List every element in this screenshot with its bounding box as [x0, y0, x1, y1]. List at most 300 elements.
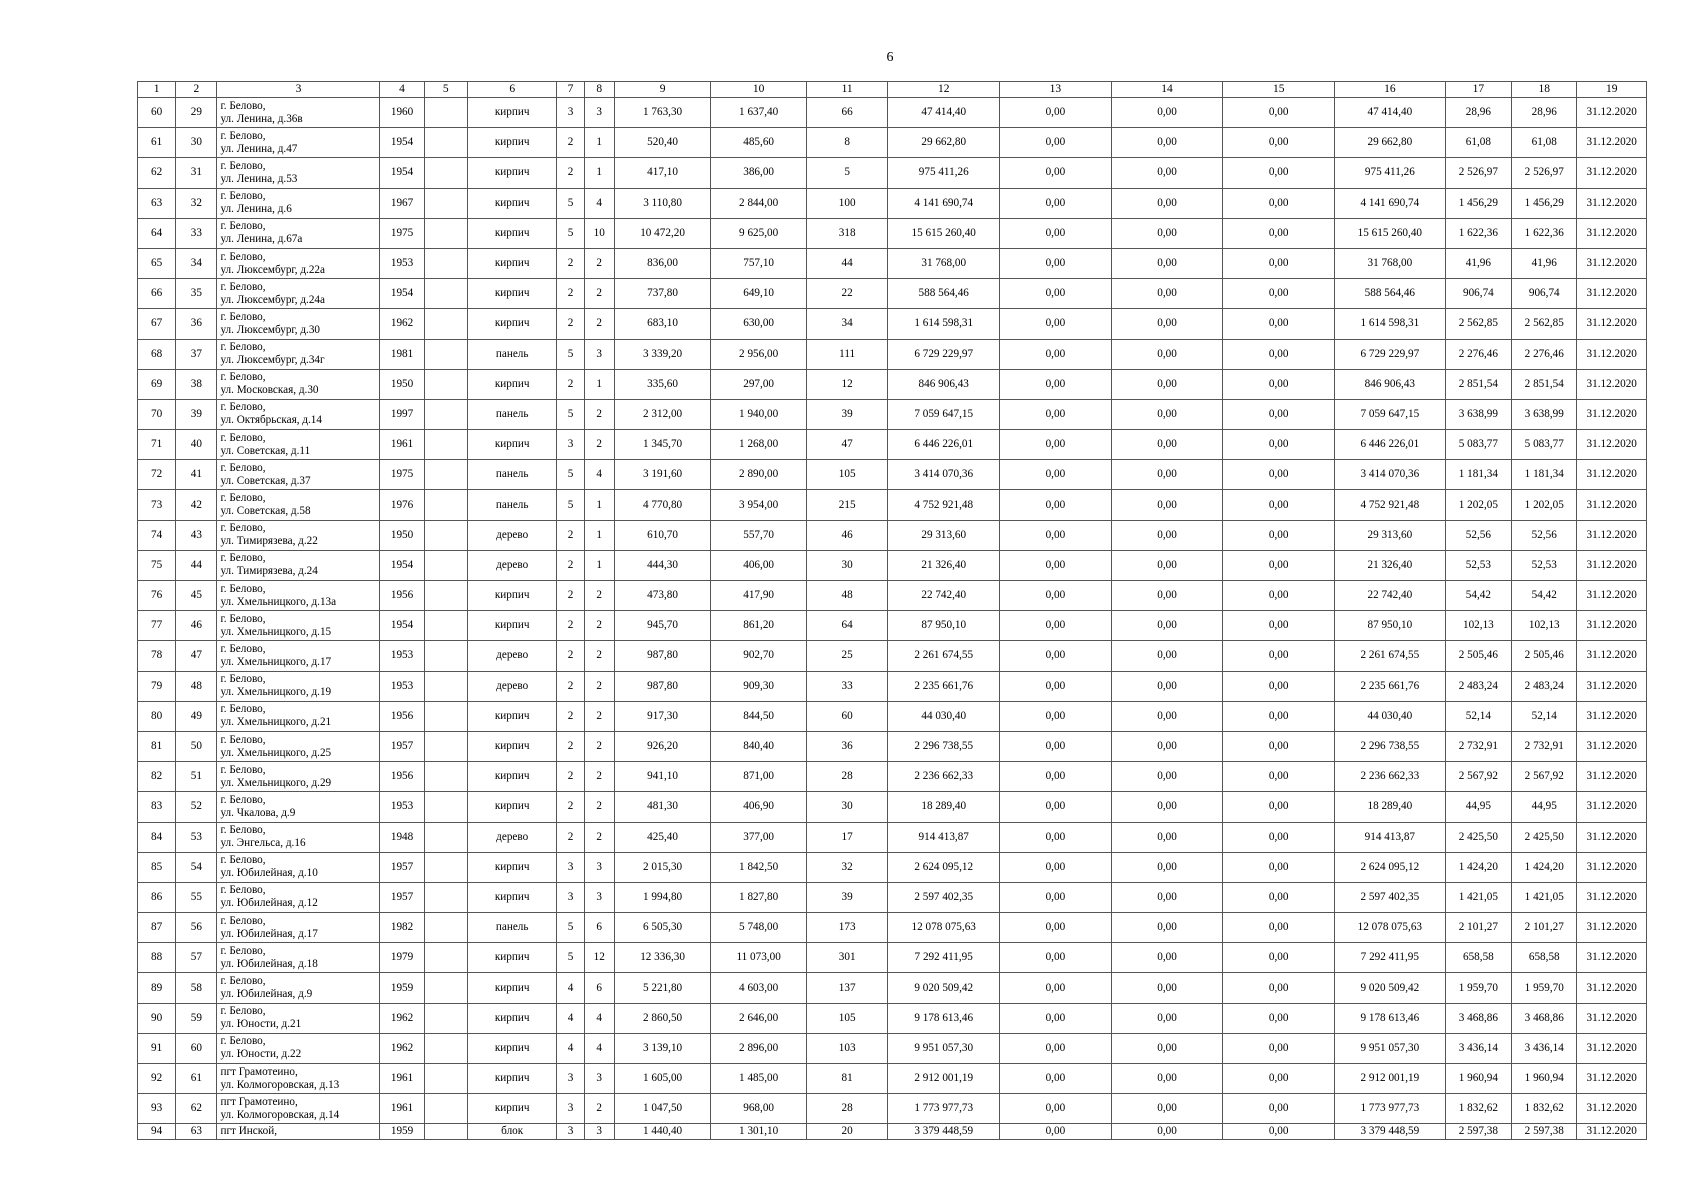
table-cell: 56	[176, 913, 217, 943]
table-cell: 62	[176, 1094, 217, 1124]
table-cell: 2	[557, 248, 584, 278]
column-header: 12	[888, 82, 1000, 98]
table-cell: 2 851,54	[1512, 369, 1577, 399]
table-cell: 1 960,94	[1445, 1064, 1511, 1094]
table-cell: 0,00	[1000, 913, 1112, 943]
table-cell: 2	[584, 701, 614, 731]
table-cell: 0,00	[1111, 943, 1223, 973]
table-cell: 39	[806, 399, 887, 429]
table-cell: 31.12.2020	[1577, 852, 1647, 882]
address-street: ул. Юбилейная, д.12	[220, 897, 318, 910]
table-cell: 2 526,97	[1512, 158, 1577, 188]
table-cell: 2	[584, 279, 614, 309]
address-city: г. Белово,	[220, 612, 266, 625]
table-cell: 12 078 075,63	[888, 913, 1000, 943]
table-cell: 81	[806, 1064, 887, 1094]
table-cell	[424, 339, 467, 369]
table-cell: 34	[176, 248, 217, 278]
table-cell: 72	[138, 460, 176, 490]
address-city: пгт Грамотеино,	[220, 1095, 298, 1108]
table-cell: 0,00	[1111, 581, 1223, 611]
table-cell: 425,40	[614, 822, 711, 852]
table-cell: 31.12.2020	[1577, 128, 1647, 158]
table-cell: 1 614 598,31	[888, 309, 1000, 339]
table-cell: 0,00	[1111, 671, 1223, 701]
table-cell: 1959	[380, 973, 424, 1003]
address-city: г. Белово,	[220, 854, 266, 867]
table-cell: 3 468,86	[1445, 1003, 1511, 1033]
table-cell: 33	[806, 671, 887, 701]
table-row	[138, 973, 1647, 1003]
table-cell: 2 312,00	[614, 399, 711, 429]
table-cell: 1981	[380, 339, 424, 369]
table-cell: 909,30	[711, 671, 807, 701]
table-cell: 31.12.2020	[1577, 1003, 1647, 1033]
address-cell	[217, 550, 380, 580]
table-cell: 87 950,10	[1335, 611, 1446, 641]
table-row	[138, 430, 1647, 460]
address-cell	[217, 1003, 380, 1033]
table-cell: 301	[806, 943, 887, 973]
address-street: ул. Люксембург, д.30	[220, 323, 321, 336]
table-cell: 12	[806, 369, 887, 399]
table-cell	[424, 641, 467, 671]
table-cell: 31.12.2020	[1577, 822, 1647, 852]
table-cell: 3 379 448,59	[888, 1124, 1000, 1140]
table-cell: 0,00	[1223, 339, 1335, 369]
address-cell	[217, 671, 380, 701]
table-cell: 1 181,34	[1512, 460, 1577, 490]
table-cell: 2	[584, 762, 614, 792]
table-cell: 5 221,80	[614, 973, 711, 1003]
table-cell: 1 959,70	[1512, 973, 1577, 1003]
table-cell: 21 326,40	[1335, 550, 1446, 580]
table-cell: 41	[176, 460, 217, 490]
address-cell	[217, 188, 380, 218]
address-cell	[217, 913, 380, 943]
table-cell: 2	[584, 1094, 614, 1124]
table-cell: 0,00	[1000, 822, 1112, 852]
table-cell: 0,00	[1223, 701, 1335, 731]
table-cell: 0,00	[1000, 369, 1112, 399]
address-street: ул. Юности, д.22	[220, 1048, 302, 1061]
table-cell: 1 202,05	[1445, 490, 1511, 520]
table-cell: 1953	[380, 792, 424, 822]
table-cell: 1 773 977,73	[888, 1094, 1000, 1124]
table-cell: 2 276,46	[1512, 339, 1577, 369]
table-cell: 2 844,00	[711, 188, 807, 218]
table-cell: 3	[557, 1124, 584, 1140]
table-cell: 75	[138, 550, 176, 580]
address-cell	[217, 309, 380, 339]
table-row	[138, 913, 1647, 943]
table-cell: 173	[806, 913, 887, 943]
table-cell: дерево	[467, 671, 557, 701]
table-cell: 0,00	[1000, 399, 1112, 429]
table-cell: 926,20	[614, 731, 711, 761]
table-cell: 0,00	[1111, 913, 1223, 943]
table-cell: 86	[138, 882, 176, 912]
table-cell: 485,60	[711, 128, 807, 158]
table-cell: 2 597,38	[1512, 1124, 1577, 1140]
table-cell: 5	[557, 339, 584, 369]
address-street: ул. Колмогоровская, д.13	[220, 1078, 340, 1091]
address-cell	[217, 611, 380, 641]
table-cell	[424, 852, 467, 882]
address-cell	[217, 339, 380, 369]
table-cell: 2 296 738,55	[888, 731, 1000, 761]
address-city: г. Белово,	[220, 944, 266, 957]
address-cell	[217, 852, 380, 882]
table-cell	[424, 188, 467, 218]
table-cell: 1 622,36	[1512, 218, 1577, 248]
table-cell: 48	[176, 671, 217, 701]
table-cell: 29	[176, 98, 217, 128]
table-cell: 31.12.2020	[1577, 581, 1647, 611]
table-cell: 77	[138, 611, 176, 641]
table-cell: 2 505,46	[1445, 641, 1511, 671]
address-street: ул. Ленина, д.36в	[220, 112, 303, 125]
table-cell: 31.12.2020	[1577, 792, 1647, 822]
table-cell: 3 638,99	[1512, 399, 1577, 429]
table-cell: 29 313,60	[888, 520, 1000, 550]
address-cell	[217, 399, 380, 429]
table-cell: 2 425,50	[1512, 822, 1577, 852]
table-cell: 4	[557, 973, 584, 1003]
table-cell: 31.12.2020	[1577, 731, 1647, 761]
table-cell	[424, 369, 467, 399]
table-cell: 1976	[380, 490, 424, 520]
table-cell: 1962	[380, 309, 424, 339]
table-cell: 57	[176, 943, 217, 973]
table-cell: 6 446 226,01	[1335, 430, 1446, 460]
table-cell: кирпич	[467, 430, 557, 460]
table-cell: 1975	[380, 460, 424, 490]
address-street: ул. Тимирязева, д.22	[220, 535, 318, 548]
table-cell: 102,13	[1445, 611, 1511, 641]
table-cell: 62	[138, 158, 176, 188]
table-cell: 1 456,29	[1512, 188, 1577, 218]
table-cell: 0,00	[1223, 581, 1335, 611]
address-street: ул. Советская, д.11	[220, 444, 311, 457]
column-header: 15	[1223, 82, 1335, 98]
table-cell: 1954	[380, 158, 424, 188]
table-cell: 3 414 070,36	[888, 460, 1000, 490]
table-cell: 2 235 661,76	[888, 671, 1000, 701]
table-cell: 1948	[380, 822, 424, 852]
table-cell: 31.12.2020	[1577, 309, 1647, 339]
address-cell	[217, 158, 380, 188]
table-cell: 3 638,99	[1445, 399, 1511, 429]
table-cell: 31.12.2020	[1577, 1064, 1647, 1094]
table-cell: 1950	[380, 369, 424, 399]
table-cell	[424, 611, 467, 641]
table-cell: 2 597,38	[1445, 1124, 1511, 1140]
table-cell: 7 059 647,15	[888, 399, 1000, 429]
address-city: г. Белово,	[220, 673, 266, 686]
table-cell: 2	[584, 641, 614, 671]
table-cell: 9 020 509,42	[1335, 973, 1446, 1003]
table-cell: 31.12.2020	[1577, 369, 1647, 399]
table-cell: 2	[557, 641, 584, 671]
table-cell: 0,00	[1111, 98, 1223, 128]
address-city: г. Белово,	[220, 220, 266, 233]
table-cell: 29 662,80	[1335, 128, 1446, 158]
table-cell: 28,96	[1445, 98, 1511, 128]
table-cell: 52,56	[1512, 520, 1577, 550]
table-cell: 0,00	[1223, 611, 1335, 641]
table-cell: 103	[806, 1033, 887, 1063]
table-cell: 4 141 690,74	[888, 188, 1000, 218]
table-row	[138, 460, 1647, 490]
table-cell: 0,00	[1000, 279, 1112, 309]
table-cell: 1 827,80	[711, 882, 807, 912]
address-street: ул. Юбилейная, д.17	[220, 927, 318, 940]
table-row	[138, 248, 1647, 278]
table-cell	[424, 1064, 467, 1094]
table-cell: 0,00	[1223, 399, 1335, 429]
table-cell: 0,00	[1111, 520, 1223, 550]
table-cell: кирпич	[467, 279, 557, 309]
table-cell	[424, 701, 467, 731]
table-cell: 846 906,43	[888, 369, 1000, 399]
table-cell: панель	[467, 913, 557, 943]
table-row	[138, 762, 1647, 792]
address-cell	[217, 973, 380, 1003]
table-cell: 5 748,00	[711, 913, 807, 943]
table-cell: панель	[467, 339, 557, 369]
table-cell: 1 202,05	[1512, 490, 1577, 520]
table-cell: 0,00	[1223, 1064, 1335, 1094]
address-cell	[217, 943, 380, 973]
table-cell: 18 289,40	[888, 792, 1000, 822]
table-cell: панель	[467, 399, 557, 429]
address-city: г. Белово,	[220, 159, 266, 172]
table-cell: 47	[176, 641, 217, 671]
table-cell: 111	[806, 339, 887, 369]
address-cell	[217, 430, 380, 460]
table-cell: 102,13	[1512, 611, 1577, 641]
table-cell: 31.12.2020	[1577, 490, 1647, 520]
table-cell: дерево	[467, 641, 557, 671]
table-cell: 3 339,20	[614, 339, 711, 369]
table-cell: кирпич	[467, 792, 557, 822]
table-cell: 4 141 690,74	[1335, 188, 1446, 218]
table-cell: 377,00	[711, 822, 807, 852]
table-cell: 52,14	[1445, 701, 1511, 731]
table-cell: кирпич	[467, 248, 557, 278]
table-cell: 29 313,60	[1335, 520, 1446, 550]
table-cell: 2	[557, 762, 584, 792]
address-city: г. Белово,	[220, 914, 266, 927]
address-city: г. Белово,	[220, 280, 266, 293]
table-cell: 2 235 661,76	[1335, 671, 1446, 701]
table-cell	[424, 671, 467, 701]
table-cell: 10 472,20	[614, 218, 711, 248]
address-city: пгт Инской,	[220, 1125, 277, 1138]
table-cell: 4	[584, 460, 614, 490]
table-cell: 3 436,14	[1445, 1033, 1511, 1063]
table-cell	[424, 973, 467, 1003]
table-cell: 68	[138, 339, 176, 369]
address-cell	[217, 762, 380, 792]
table-cell: 44	[176, 550, 217, 580]
table-cell: 0,00	[1000, 520, 1112, 550]
address-cell	[217, 490, 380, 520]
table-cell: 2 526,97	[1445, 158, 1511, 188]
table-cell: 50	[176, 731, 217, 761]
table-cell: 1 842,50	[711, 852, 807, 882]
table-cell: 3	[584, 852, 614, 882]
table-cell: 31 768,00	[888, 248, 1000, 278]
table-cell	[424, 550, 467, 580]
table-cell: 0,00	[1000, 792, 1112, 822]
table-cell: 3	[584, 1064, 614, 1094]
table-cell: 6 446 226,01	[888, 430, 1000, 460]
column-header: 11	[806, 82, 887, 98]
table-cell: 1997	[380, 399, 424, 429]
table-cell: 63	[176, 1124, 217, 1140]
address-city: г. Белово,	[220, 582, 266, 595]
table-cell: 0,00	[1000, 158, 1112, 188]
table-cell: 31.12.2020	[1577, 248, 1647, 278]
table-row	[138, 1033, 1647, 1063]
table-cell: 20	[806, 1124, 887, 1140]
table-cell: 31.12.2020	[1577, 460, 1647, 490]
table-cell: 21 326,40	[888, 550, 1000, 580]
table-cell: 0,00	[1223, 762, 1335, 792]
table-cell: 92	[138, 1064, 176, 1094]
table-cell: 2	[584, 792, 614, 822]
table-cell: 12 336,30	[614, 943, 711, 973]
table-cell	[424, 581, 467, 611]
address-street: ул. Ленина, д.6	[220, 203, 292, 216]
table-cell: 31.12.2020	[1577, 399, 1647, 429]
address-city: г. Белово,	[220, 99, 266, 112]
table-cell: 473,80	[614, 581, 711, 611]
table-cell: 82	[138, 762, 176, 792]
table-cell: 31.12.2020	[1577, 913, 1647, 943]
address-city: г. Белово,	[220, 793, 266, 806]
address-city: г. Белово,	[220, 431, 266, 444]
table-cell: 0,00	[1000, 430, 1112, 460]
table-cell: 3 379 448,59	[1335, 1124, 1446, 1140]
address-street: ул. Хмельницкого, д.29	[220, 776, 332, 789]
table-cell: 1962	[380, 1003, 424, 1033]
table-cell: 0,00	[1000, 852, 1112, 882]
address-city: г. Белово,	[220, 552, 266, 565]
table-cell: 61	[176, 1064, 217, 1094]
table-cell: 0,00	[1223, 490, 1335, 520]
table-cell: 1 424,20	[1512, 852, 1577, 882]
table-cell: 588 564,46	[1335, 279, 1446, 309]
table-cell: 2	[557, 128, 584, 158]
table-cell: кирпич	[467, 158, 557, 188]
table-cell: 0,00	[1223, 1003, 1335, 1033]
table-cell: 3	[557, 1094, 584, 1124]
table-cell: 83	[138, 792, 176, 822]
table-cell: 43	[176, 520, 217, 550]
table-cell: 318	[806, 218, 887, 248]
table-row	[138, 641, 1647, 671]
table-cell: 0,00	[1000, 1124, 1112, 1140]
table-cell: 2	[557, 611, 584, 641]
table-cell: 2 562,85	[1445, 309, 1511, 339]
column-header: 18	[1512, 82, 1577, 98]
table-cell: 30	[806, 550, 887, 580]
table-cell: 1954	[380, 279, 424, 309]
table-cell: 658,58	[1445, 943, 1511, 973]
table-cell: 0,00	[1223, 1094, 1335, 1124]
table-cell: 0,00	[1223, 279, 1335, 309]
table-cell: 2	[557, 701, 584, 731]
table-cell: 1 959,70	[1445, 973, 1511, 1003]
table-cell: 1959	[380, 1124, 424, 1140]
address-street: ул. Хмельницкого, д.19	[220, 686, 332, 699]
address-street: ул. Советская, д.58	[220, 505, 311, 518]
table-cell: 0,00	[1111, 1033, 1223, 1063]
table-row	[138, 1124, 1647, 1140]
table-cell: 31.12.2020	[1577, 762, 1647, 792]
table-cell: 69	[138, 369, 176, 399]
table-cell: 1953	[380, 248, 424, 278]
table-cell: 0,00	[1111, 460, 1223, 490]
table-cell: 41,96	[1512, 248, 1577, 278]
table-cell: 0,00	[1111, 852, 1223, 882]
table-cell: 0,00	[1223, 671, 1335, 701]
table-cell: 18 289,40	[1335, 792, 1446, 822]
table-cell: 44,95	[1445, 792, 1511, 822]
table-cell: 73	[138, 490, 176, 520]
table-cell: 84	[138, 822, 176, 852]
table-cell: 5	[557, 490, 584, 520]
table-cell: 0,00	[1223, 792, 1335, 822]
table-cell: 3 954,00	[711, 490, 807, 520]
table-cell: 4 752 921,48	[1335, 490, 1446, 520]
table-cell: кирпич	[467, 369, 557, 399]
table-cell: 610,70	[614, 520, 711, 550]
table-cell: 2 505,46	[1512, 641, 1577, 671]
table-cell: 1 047,50	[614, 1094, 711, 1124]
table-cell: 31.12.2020	[1577, 1094, 1647, 1124]
table-cell: 0,00	[1111, 339, 1223, 369]
table-cell: 906,74	[1445, 279, 1511, 309]
table-cell: 1 268,00	[711, 430, 807, 460]
table-cell: 1954	[380, 611, 424, 641]
table-cell: 941,10	[614, 762, 711, 792]
table-row	[138, 128, 1647, 158]
table-row	[138, 309, 1647, 339]
column-header: 16	[1335, 82, 1446, 98]
table-cell: 4 752 921,48	[888, 490, 1000, 520]
table-cell: 94	[138, 1124, 176, 1140]
table-cell: 91	[138, 1033, 176, 1063]
table-cell: кирпич	[467, 581, 557, 611]
table-cell: 36	[806, 731, 887, 761]
table-cell: 89	[138, 973, 176, 1003]
table-cell: 40	[176, 430, 217, 460]
table-row	[138, 671, 1647, 701]
table-cell: 1 960,94	[1512, 1064, 1577, 1094]
column-header: 5	[424, 82, 467, 98]
table-cell: кирпич	[467, 128, 557, 158]
table-cell: 31.12.2020	[1577, 611, 1647, 641]
table-cell: 31.12.2020	[1577, 339, 1647, 369]
table-cell: 2 483,24	[1445, 671, 1511, 701]
table-cell: 0,00	[1223, 1124, 1335, 1140]
table-cell: 44 030,40	[1335, 701, 1446, 731]
address-city: г. Белово,	[220, 1035, 266, 1048]
